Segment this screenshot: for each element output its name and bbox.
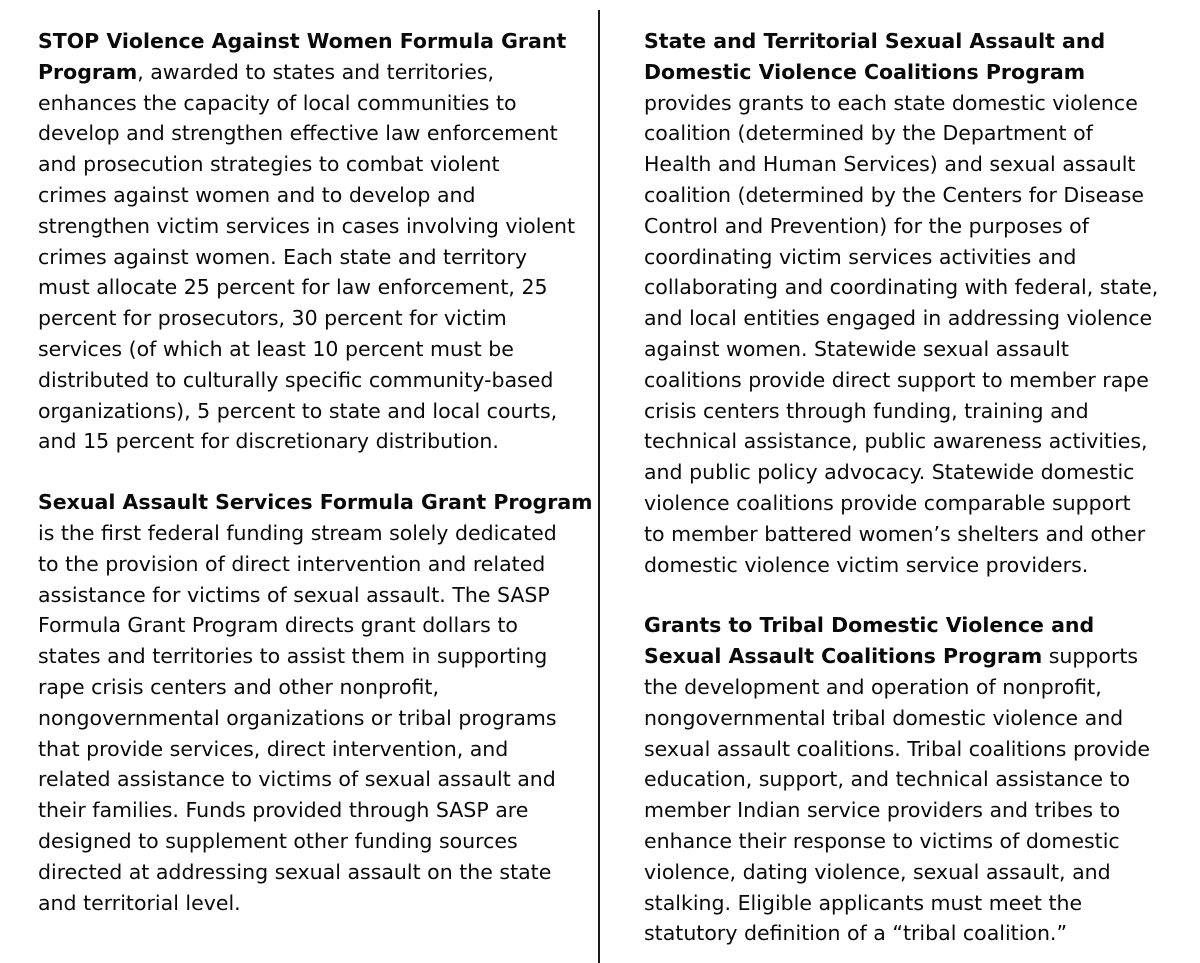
text-line [644, 795, 1184, 826]
text-line [38, 549, 580, 580]
body-text: nongovernmental organizations or tribal programs [38, 705, 557, 730]
text-line [38, 303, 580, 334]
body-text: coalitions provide direct support to member rape [644, 367, 1149, 392]
body-text: and public policy advocacy. Statewide domestic [644, 460, 1135, 485]
body-text: services (of which at least 10 percent must be [38, 336, 514, 361]
text-line [644, 118, 1184, 149]
body-text: crimes against women and to develop and [38, 182, 476, 207]
body-text: and 15 percent for discretionary distribution. [38, 429, 499, 454]
body-text: stalking. Eligible applicants must meet the [644, 890, 1083, 915]
text-line [644, 396, 1184, 427]
text-line [644, 641, 1184, 672]
body-text: member Indian service providers and tribes to [644, 798, 1121, 823]
body-text: coordinating victim services activities and [644, 244, 1077, 269]
text-line [38, 149, 580, 180]
body-text: Formula Grant Program directs grant dollars to [38, 613, 518, 638]
body-text: distributed to culturally specific community-based [38, 367, 554, 392]
body-text: and prosecution strategies to combat violent [38, 152, 500, 177]
program-title: Grants to Tribal Domestic Violence and [644, 613, 1095, 638]
text-line [644, 519, 1184, 550]
text-line [38, 703, 580, 734]
body-text: , awarded to states and territories, [137, 59, 495, 84]
body-text: crisis centers through funding, training and [644, 398, 1089, 423]
text-line [38, 764, 580, 795]
text-line [644, 211, 1184, 242]
body-text: technical assistance, public awareness activities, [644, 429, 1148, 454]
text-line [38, 734, 580, 765]
text-line [644, 703, 1184, 734]
text-line [38, 672, 580, 703]
text-line [644, 57, 1184, 88]
body-text: to the provision of direct intervention and related [38, 551, 546, 576]
text-line [38, 396, 580, 427]
body-text: percent for prosecutors, 30 percent for victim [38, 306, 507, 331]
text-line [644, 180, 1184, 211]
program-description [644, 26, 1184, 580]
body-text: and local entities engaged in addressing violence [644, 306, 1153, 331]
text-line [38, 610, 580, 641]
text-line [38, 57, 580, 88]
program-description [644, 610, 1184, 949]
text-line [38, 118, 580, 149]
body-text: domestic violence victim service providers. [644, 552, 1089, 577]
left-column [38, 26, 593, 918]
text-line [38, 487, 593, 518]
text-line [644, 149, 1184, 180]
program-title: Program [38, 59, 138, 84]
text-line [644, 888, 1184, 919]
text-line [38, 518, 580, 549]
body-text: enhance their response to victims of domestic [644, 828, 1120, 853]
body-text: against women. Statewide sexual assault [644, 336, 1069, 361]
body-text: rape crisis centers and other nonprofit, [38, 674, 439, 699]
text-line [38, 211, 580, 242]
body-text: nongovernmental tribal domestic violence and [644, 705, 1124, 730]
body-text: collaborating and coordinating with federal, state, [644, 275, 1159, 300]
body-text: assistance for victims of sexual assault. The SASP [38, 582, 550, 607]
body-text: is the first federal funding stream solely dedicated [38, 520, 557, 545]
text-line [644, 918, 1184, 949]
body-text: states and territories to assist them in supporting [38, 644, 548, 669]
body-text: organizations), 5 percent to state and local courts, [38, 398, 558, 423]
body-text: designed to supplement other funding sources [38, 828, 518, 853]
body-text: violence, dating violence, sexual assault, and [644, 859, 1111, 884]
text-line [644, 426, 1184, 457]
text-line [644, 488, 1184, 519]
program-description [38, 487, 593, 918]
body-text: sexual assault coalitions. Tribal coalitions provide [644, 736, 1150, 761]
column-divider [598, 10, 600, 963]
body-text: that provide services, direct intervention, and [38, 736, 509, 761]
body-text: the development and operation of nonprofit, [644, 674, 1102, 699]
text-line [644, 826, 1184, 857]
text-line [38, 580, 580, 611]
body-text: strengthen victim services in cases involving violent [38, 213, 576, 238]
program-description [38, 26, 580, 457]
text-line [38, 641, 580, 672]
body-text: coalition (determined by the Centers for Disease [644, 182, 1145, 207]
body-text: statutory definition of a “tribal coalition.” [644, 921, 1068, 946]
program-title: Domestic Violence Coalitions Program [644, 59, 1086, 84]
program-title: STOP Violence Against Women Formula Grant [38, 29, 567, 53]
body-text: education, support, and technical assistance to [644, 767, 1131, 792]
text-line [38, 888, 580, 919]
body-text: supports [1042, 644, 1139, 669]
text-line [644, 764, 1184, 795]
body-text: related assistance to victims of sexual assault and [38, 767, 556, 792]
body-text: enhances the capacity of local communities to [38, 90, 517, 115]
body-text: crimes against women. Each state and territory [38, 244, 527, 269]
text-line [38, 88, 580, 119]
body-text: Health and Human Services) and sexual assault [644, 152, 1136, 177]
text-line [38, 826, 580, 857]
text-line [38, 857, 580, 888]
body-text: Control and Prevention) for the purposes of [644, 213, 1089, 238]
text-line [644, 550, 1184, 581]
text-line [38, 334, 580, 365]
text-line [644, 365, 1184, 396]
text-line [644, 610, 1184, 641]
body-text: their families. Funds provided through SASP are [38, 798, 529, 823]
text-line [644, 672, 1184, 703]
body-text: develop and strengthen effective law enforcement [38, 121, 558, 146]
program-title: Sexual Assault Services Formula Grant Program [38, 490, 593, 515]
body-text: and territorial level. [38, 890, 241, 915]
text-line [38, 426, 580, 457]
text-line [38, 272, 580, 303]
text-line [38, 26, 580, 57]
text-line [644, 26, 1184, 57]
text-line [644, 242, 1184, 273]
text-line [38, 180, 580, 211]
text-line [644, 734, 1184, 765]
body-text: coalition (determined by the Department of [644, 121, 1093, 146]
program-title: State and Territorial Sexual Assault and [644, 29, 1106, 53]
text-line [38, 365, 580, 396]
body-text: to member battered women’s shelters and other [644, 521, 1146, 546]
text-line [644, 88, 1184, 119]
text-line [644, 457, 1184, 488]
text-line [38, 242, 580, 273]
text-line [644, 272, 1184, 303]
text-line [644, 303, 1184, 334]
body-text: violence coalitions provide comparable support [644, 490, 1131, 515]
text-line [644, 334, 1184, 365]
right-column [644, 26, 1184, 949]
body-text: must allocate 25 percent for law enforcement, 25 [38, 275, 548, 300]
text-line [38, 795, 580, 826]
program-title: Sexual Assault Coalitions Program [644, 644, 1043, 669]
text-line [644, 857, 1184, 888]
body-text: directed at addressing sexual assault on the state [38, 859, 552, 884]
body-text: provides grants to each state domestic violence [644, 90, 1138, 115]
